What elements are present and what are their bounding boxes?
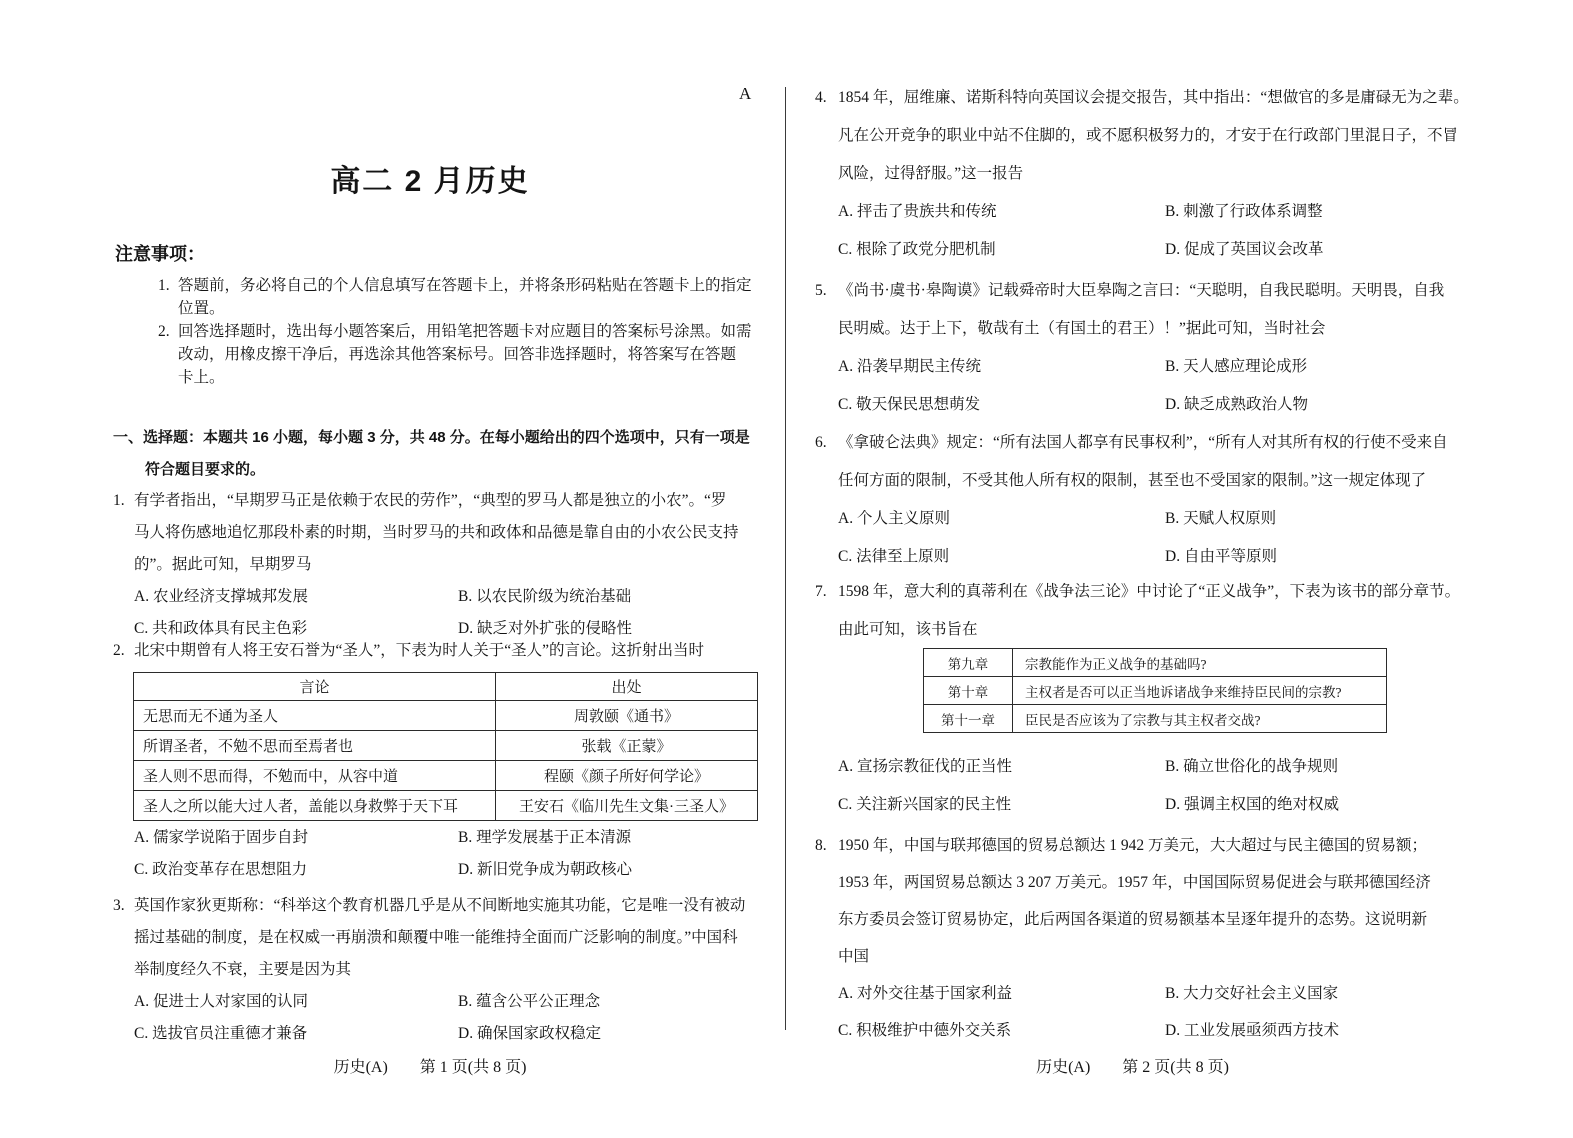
note-number: 1. [158,277,170,294]
options-row [815,231,1450,269]
option-a: A. 儒家学说陷于固步自封 [134,829,308,846]
option-d: D. 工业发展亟须西方技术 [1165,1022,1339,1039]
option-b: B. 刺激了行政体系调整 [1165,203,1323,220]
options-row [815,1012,1450,1049]
note-line: 位置。 [178,300,225,317]
question-text: 有学者指出，“早期罗马正是依赖于农民的劳作”，“典型的罗马人都是独立的小农”。“罗 [134,492,727,509]
table-cell: 张载《正蒙》 [496,731,758,761]
table-cell: 程颐《颜子所好何学论》 [496,761,758,791]
option-d: D. 强调主权国的绝对权威 [1165,796,1339,813]
question-3 [113,890,747,1050]
table-cell: 圣人之所以能大过人者，盖能以身救弊于天下耳 [134,791,496,821]
question-2 [113,635,747,667]
note-number: 2. [158,323,170,340]
options-row [113,1018,747,1050]
table-row [134,791,758,821]
table-cell: 第九章 [924,649,1013,677]
question-line: 由此可知，该书旨在 [838,621,978,638]
chapters-table [923,648,1387,733]
note-line: 卡上。 [178,369,225,386]
options-row [815,538,1450,576]
question-text: 1598 年，意大利的真蒂利在《战争法三论》中讨论了“正义战争”，下表为该书的部分章节。 [838,583,1461,600]
question-line: 1953 年，两国贸易总额达 3 207 万美元。1957 年，中国国际贸易促进会与联邦德国经济 [838,874,1431,891]
table-cell: 无思而无不通为圣人 [134,701,496,731]
notes-heading: 注意事项： [115,244,205,264]
option-a: A. 农业经济支撑城邦发展 [134,588,308,605]
question-text: 北宋中期曾有人将王安石誉为“圣人”，下表为时人关于“圣人”的言论。这折射出当时 [134,642,705,659]
question-line: 东方委员会签订贸易协定，此后两国各渠道的贸易额基本呈逐年提升的态势。这说明新 [838,911,1428,928]
table-row [924,677,1387,705]
question-text: 1854 年，屈维廉、诺斯科特向英国议会提交报告，其中指出：“想做官的多是庸碌无为之辈。 [838,89,1469,106]
options-row [113,986,747,1018]
option-c: C. 政治变革存在思想阻力 [134,861,308,878]
options-row [815,500,1450,538]
question-number: 2. [113,642,125,659]
option-c: C. 选拔官员注重德才兼备 [134,1025,308,1042]
option-b: B. 以农民阶级为统治基础 [458,588,632,605]
option-a: A. 抨击了贵族共和传统 [838,203,997,220]
question-number: 3. [113,897,125,914]
question-number: 1. [113,492,125,509]
option-b: B. 理学发展基于正本清源 [458,829,632,846]
question-5 [815,272,1450,424]
question-7 [815,573,1461,649]
question-line [815,827,1450,864]
quotes-table [133,672,758,821]
option-a: A. 对外交往基于国家利益 [838,985,1012,1002]
options-row [815,348,1450,386]
option-a: A. 个人主义原则 [838,510,950,527]
page-2-footer: 历史(A) 第 2 页(共 8 页) [1036,1059,1229,1076]
question-text: 1950 年，中国与联邦德国的贸易总额达 1 942 万美元，大大超过与民主德国的贸易额； [838,837,1428,854]
options-row [815,386,1450,424]
question-line: 举制度经久不衰，主要是因为其 [134,961,352,978]
question-line: 的”。据此可知，早期罗马 [134,556,312,573]
note-line [158,274,752,297]
table-header-cell: 出处 [496,673,758,701]
option-d: D. 确保国家政权稳定 [458,1025,601,1042]
question-number: 6. [815,434,827,451]
question-line: 风险，过得舒服。”这一报告 [838,165,1024,182]
table-header-cell: 言论 [134,673,496,701]
table-row [134,761,758,791]
options-row [815,786,1450,824]
question-line [113,485,747,517]
question-4 [815,79,1469,269]
question-number: 8. [815,837,827,854]
table-row [134,673,758,701]
table-cell: 第十章 [924,677,1013,705]
question-line: 马人将伤感地追忆那段朴素的时期，当时罗马的共和政体和品德是靠自由的小农公民支持 [134,524,739,541]
table-cell: 周敦颐《通书》 [496,701,758,731]
options-row [815,748,1450,786]
option-c: C. 敬天保民思想萌发 [838,396,981,413]
question-text: 《拿破仑法典》规定：“所有法国人都享有民事权利”，“所有人对其所有权的行使不受来自 [838,434,1448,451]
exam-notes [158,274,752,389]
note-line [158,320,752,343]
option-b: B. 天人感应理论成形 [1165,358,1308,375]
question-text: 《尚书·虞书·皋陶谟》记载舜帝时大臣皋陶之言曰：“天聪明，自我民聪明。天明畏，自我 [838,282,1445,299]
question-number: 7. [815,583,827,600]
question-line [113,635,747,667]
question-6 [815,424,1450,576]
options-row [113,822,747,854]
table-cell: 圣人则不思而得，不勉而中，从容中道 [134,761,496,791]
option-a: A. 沿袭早期民主传统 [838,358,981,375]
option-a: A. 宣扬宗教征伐的正当性 [838,758,1012,775]
note-text: 答题前，务必将自己的个人信息填写在答题卡上，并将条形码粘贴在答题卡上的指定 [178,277,752,294]
options-row [815,193,1450,231]
option-a: A. 促进士人对家国的认同 [134,993,308,1010]
paper-version-marker: A [739,84,752,103]
options-row [815,975,1450,1012]
options-row [113,854,747,886]
option-d: D. 缺乏成熟政治人物 [1165,396,1308,413]
table-row [134,731,758,761]
table-cell: 所谓圣者，不勉不思而至焉者也 [134,731,496,761]
table-row [924,649,1387,677]
option-b: B. 确立世俗化的战争规则 [1165,758,1339,775]
note-line: 改动，用橡皮擦干净后，再选涂其他答案标号。回答非选择题时，将答案写在答题 [178,346,737,363]
table-cell: 王安石《临川先生文集·三圣人》 [496,791,758,821]
section-line: 符合题目要求的。 [145,461,266,478]
question-line [815,272,1450,310]
option-d: D. 新旧党争成为朝政核心 [458,861,632,878]
question-line [815,79,1469,117]
question-text: 英国作家狄更斯称：“科举这个教育机器几乎是从不间断地实施其功能，它是唯一没有被动 [134,897,746,914]
option-d: D. 促成了英国议会改革 [1165,241,1324,258]
question-line [815,573,1461,611]
options-row [113,581,747,613]
table-row [924,705,1387,733]
option-d: D. 缺乏对外扩张的侵略性 [458,620,632,637]
table-row [134,701,758,731]
section-line: 一、选择题：本题共 16 小题，每小题 3 分，共 48 分。在每小题给出的四个选项中，只有一项是 [113,429,750,446]
question-1 [113,485,747,645]
option-b: B. 蕴含公平公正理念 [458,993,601,1010]
question-line [815,424,1450,462]
page-1-footer: 历史(A) 第 1 页(共 8 页) [333,1059,527,1076]
question-line: 摇过基础的制度，是在权威一再崩溃和颠覆中唯一能维持全面而广泛影响的制度。”中国科 [134,929,738,946]
question-line: 中国 [838,948,870,965]
question-line: 民明威。达于上下，敬哉有土（有国土的君王）！”据此可知，当时社会 [838,320,1326,337]
question-7-options [815,748,1450,824]
option-b: B. 天赋人权原则 [1165,510,1277,527]
question-2-options [113,822,747,886]
question-number: 4. [815,89,827,106]
option-b: B. 大力交好社会主义国家 [1165,985,1339,1002]
option-c: C. 共和政体具有民主色彩 [134,620,308,637]
section-heading [113,422,750,486]
option-c: C. 积极维护中德外交关系 [838,1022,1012,1039]
exam-title: 高二 2 月历史 [330,165,530,198]
option-d: D. 自由平等原则 [1165,548,1277,565]
table-cell: 第十一章 [924,705,1013,733]
question-line: 任何方面的限制，不受其他人所有权的限制，甚至也不受国家的限制。”这一规定体现了 [838,472,1427,489]
question-line [113,890,747,922]
question-number: 5. [815,282,827,299]
table-cell: 主权者是否可以正当地诉诸战争来维持臣民间的宗教? [1013,677,1387,705]
page-divider-line [785,87,786,1030]
question-8 [815,827,1450,1049]
table-cell: 臣民是否应该为了宗教与其主权者交战? [1013,705,1387,733]
table-cell: 宗教能作为正义战争的基础吗? [1013,649,1387,677]
option-c: C. 关注新兴国家的民主性 [838,796,1012,813]
question-line: 凡在公开竞争的职业中站不住脚的，或不愿积极努力的，才安于在行政部门里混日子，不冒 [838,127,1459,144]
option-c: C. 根除了政党分肥机制 [838,241,996,258]
option-c: C. 法律至上原则 [838,548,950,565]
note-text: 回答选择题时，选出每小题答案后，用铅笔把答题卡对应题目的答案标号涂黑。如需 [178,323,752,340]
